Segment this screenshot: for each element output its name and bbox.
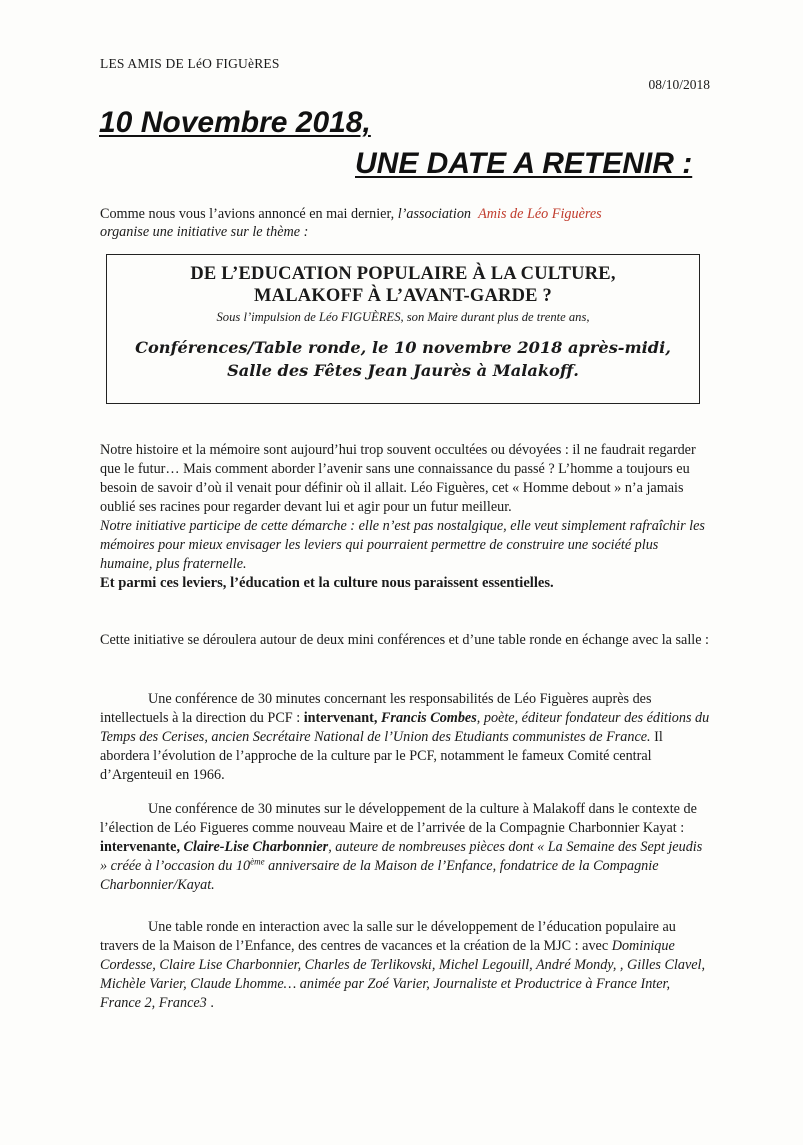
initiative-paragraph: Cette initiative se déroulera autour de deux mini conférences et d’une table ronde en échange avec la salle : (100, 632, 710, 648)
history-text: Notre histoire et la mémoire sont aujourd’hui trop souvent occultées ou dévoyées : il ne faudrait regarder que le futur… Mais comment aborder l’avenir sans une connaissance du passé ? L’homme a toujours eu besoin de savoir d’où il venait pour définir où il allait. Léo Figuères, cet « Homme debout » n’a jamais oublié ses racines pour regarder devant lui et agir pour un futur meilleur. (100, 442, 696, 515)
conf2-speaker-role: intervenante, (100, 839, 184, 855)
intro-text-end: organise une initiative sur le thème : (100, 224, 309, 240)
headline-date: 10 Novembre 2018, (99, 106, 371, 139)
history-italic-text: Notre initiative participe de cette démarche : elle n’est pas nostalgique, elle veut simplement rafraîchir les mémoires pour mieux envisager les leviers qui pourraient permettre de construire une société plus humaine, plus fraternelle. (100, 518, 705, 572)
conf2-speaker-bio-end: anniversaire de la Maison de l’Enfance, fondatrice de la Compagnie Charbonnier/Kayat. (100, 858, 659, 893)
conf1-text: Une conférence de 30 minutes concernant les responsabilités de Léo Figuères auprès des intellectuels à la direction du PCF : (100, 691, 652, 726)
conference-1-paragraph (100, 690, 712, 785)
conf1-speaker-bio: , poète, éditeur fondateur des éditions du Temps des Cerises, ancien Secrétaire National de l’Union des Etudiants communistes de France. (100, 710, 710, 745)
document-date: 08/10/2018 (648, 77, 710, 92)
event-title-line-2: MALAKOFF À L’AVANT-GARDE ? (254, 286, 552, 306)
conf2-speaker-bio: , auteure de nombreuses pièces dont « La Semaine des Sept jeudis » créée à l’occasion du 10 (100, 839, 703, 874)
intro-text: Comme nous vous l’avions annoncé en mai dernier, (100, 206, 398, 222)
round-table-paragraph (100, 918, 712, 1013)
table-end: . (206, 995, 214, 1011)
conf2-text: Une conférence de 30 minutes sur le développement de la culture à Malakoff dans le contexte de l’élection de Léo Figueres comme nouveau Maire et de l’arrivée de la Compagnie Charbonnier Kayat : (100, 801, 697, 836)
association-name: Amis de Léo Figuères (478, 206, 602, 222)
intro-paragraph (100, 205, 710, 241)
organization-name: LES AMIS DE LéO FIGUèRES (100, 56, 280, 71)
event-details-line-1: Conférences/Table ronde, le 10 novembre 2018 après-midi, (135, 338, 671, 357)
headline-tagline: UNE DATE A RETENIR : (355, 147, 693, 180)
conf2-speaker-name: Claire-Lise Charbonnier (183, 839, 329, 855)
event-subtitle: Sous l’impulsion de Léo FIGUÈRES, son Maire durant plus de trente ans, (216, 310, 590, 324)
conf2-superscript: ème (250, 856, 265, 867)
event-title-line-1: DE L’EDUCATION POPULAIRE À LA CULTURE, (190, 264, 616, 284)
table-text: Une table ronde en interaction avec la salle sur le développement de l’éducation populaire au travers de la Maison de l’Enfance, des centres de vacances et la création de la MJC : avec (100, 919, 676, 954)
event-details-line-2: Salle des Fêtes Jean Jaurès à Malakoff. (227, 361, 579, 380)
history-bold-text: Et parmi ces leviers, l’éducation et la culture nous paraissent essentielles. (100, 575, 554, 591)
history-paragraph (100, 441, 712, 593)
table-participants: Dominique Cordesse, Claire Lise Charbonnier, Charles de Terlikovski, Michel Legouill, André Mondy, , Gilles Clavel, Michèle Varier, Claude Lhomme… animée par Zoé Varier, Journaliste et Productrice à France Inter, France 2, France3 (100, 938, 706, 1011)
conf1-speaker-name: Francis Combes (380, 710, 477, 726)
conf1-speaker-role: intervenant, (303, 710, 381, 726)
conf1-topic: Il abordera l’évolution de l’approche de la culture par le PCF, notamment le fameux Comité central d’Argenteuil en 1966. (100, 729, 663, 783)
intro-association-word: l’association (397, 206, 472, 222)
event-box (106, 254, 700, 404)
conference-2-paragraph (100, 800, 712, 895)
